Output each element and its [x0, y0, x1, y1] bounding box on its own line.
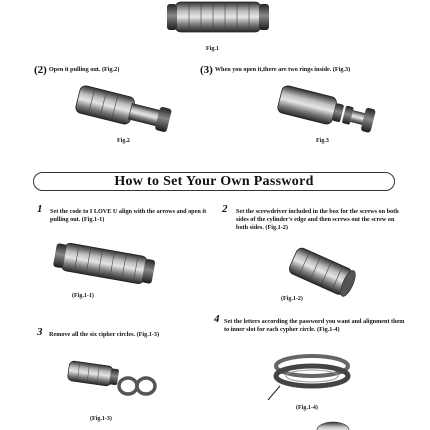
- cryptex-screws-illustration: [282, 244, 362, 302]
- fig1-2-caption: (Fig.1-2): [281, 296, 303, 302]
- intro-step-3: [200, 64, 350, 76]
- fig2-caption: Fig.2: [117, 138, 130, 144]
- cipher-circles-illustration: [64, 356, 156, 398]
- fig1-1-caption: (Fig.1-1): [72, 293, 94, 299]
- fig1-caption: Fig.1: [206, 46, 219, 52]
- intro-step-2: [34, 64, 119, 76]
- step-1-text: Set the code to I LOVE U align with the arrows and open it pulling out. (Fig.1-1): [50, 208, 207, 223]
- step-4-text: Set the letters according the password you want and alignment them to inner slot for each cypher circle. (Fig.1-4): [224, 318, 405, 333]
- section-title: How to Set Your Own Password: [114, 173, 314, 189]
- step-3-number: 3: [37, 326, 43, 338]
- step-text: Open it pulling out. (Fig.2): [48, 66, 120, 73]
- step-3-text: Remove all the six cipher circles. (Fig.1-3): [49, 331, 160, 338]
- fig3-caption: Fig.3: [316, 138, 329, 144]
- cryptex-align-illustration: [52, 242, 162, 288]
- step-number: (3): [200, 64, 213, 76]
- step-2-number: 2: [222, 203, 228, 215]
- step-1-number: 1: [37, 203, 43, 215]
- step-text: When you open it,there are two rings inside. (Fig.3): [214, 66, 351, 73]
- fig1-3-caption: (Fig.1-3): [90, 416, 112, 422]
- step-2-text: Set the screwdriver included in the box for the screws on both sides of the cylinder's edge and then screws out the screw on both sides. (Fig.1-2): [236, 208, 399, 231]
- step-4-number: 4: [214, 313, 220, 325]
- cryptex-closed-illustration: [163, 0, 273, 38]
- section-title-banner: [33, 172, 395, 191]
- cryptex-open-rings-illustration: [272, 86, 382, 138]
- step-number: (2): [34, 64, 47, 76]
- cryptex-pulled-illustration: [70, 86, 180, 138]
- cryptex-partial-illustration: [316, 420, 350, 430]
- fig1-4-caption: (Fig.1-4): [296, 405, 318, 411]
- cipher-ring-alignment-illustration: [262, 348, 362, 404]
